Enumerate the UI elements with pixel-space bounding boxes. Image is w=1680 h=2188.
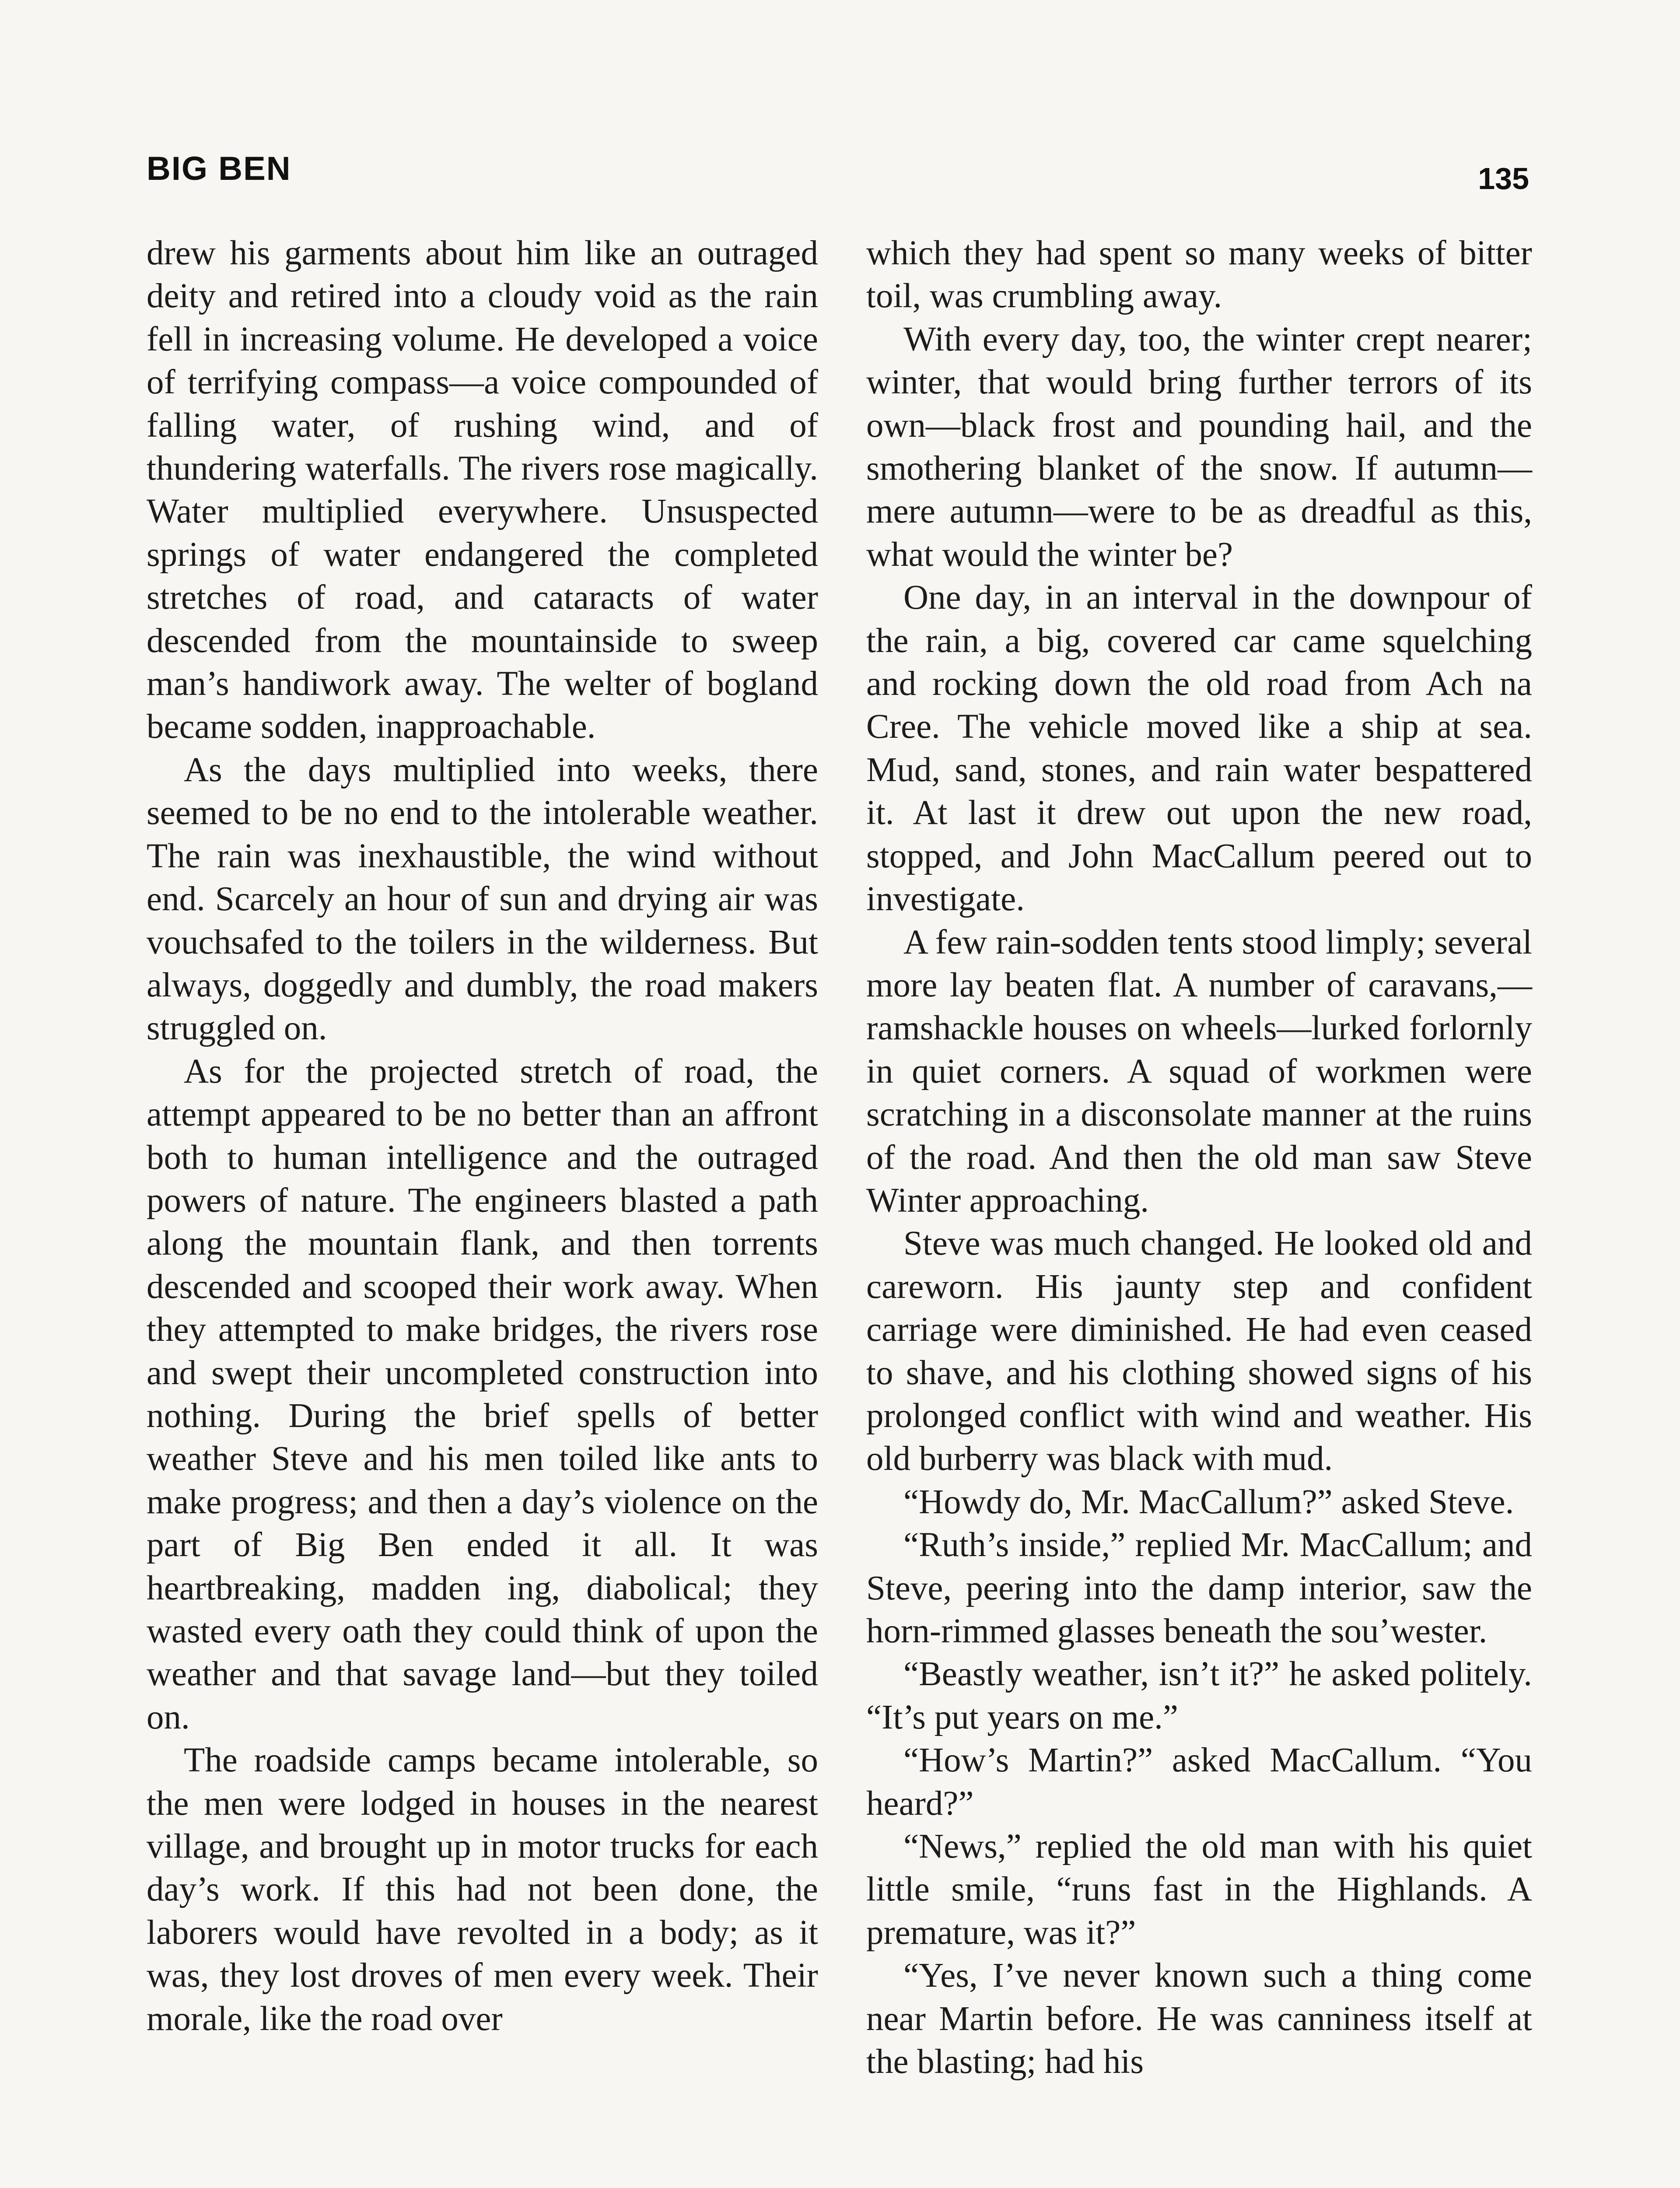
paragraph: “Ruth’s inside,” replied Mr. MacCallum; and Steve, peering into the damp interior, saw the horn-rimmed glasses beneath the sou’wester. xyxy=(866,1526,1532,1650)
paragraph: With every day, too, the winter crept nearer; winter, that would bring further terrors of its own—black frost and pounding hail, and the smothering blanket of the snow. If autumn—mere autumn—were to be as dreadful as this, what would the winter be? xyxy=(866,320,1532,574)
paragraph: “Howdy do, Mr. MacCallum?” asked Steve. xyxy=(903,1483,1514,1521)
paragraph: A few rain-sodden tents stood limply; several more lay beaten flat. A number of caravans,—ramshackle houses on wheels—lurked forlornly in quiet corners. A squad of workmen were scratching in a disconsolate manner at the ruins of the road. And then the old man saw Steve Winter approaching. xyxy=(866,923,1532,1220)
paragraph: “Beastly weather, isn’t it?” he asked politely. “It’s put years on me.” xyxy=(866,1655,1532,1736)
paragraph: “Yes, I’ve never known such a thing come near Martin before. He was canniness itself at the blasting; had his xyxy=(866,1957,1532,2081)
paragraph: As the days multiplied into weeks, there seemed to be no end to the intolerable weather. The rain was inexhaustible, the wind without end. Scarcely an hour of sun and drying air was vouchsafed to the toilers in the wilderness. But always, doggedly and dumbly, the road makers struggled on. xyxy=(147,750,818,1048)
paragraph: “How’s Martin?” asked MacCallum. “You heard?” xyxy=(866,1741,1532,1823)
running-title: BIG BEN xyxy=(147,150,291,187)
paragraph: drew his garments about him like an outraged deity and retired into a cloudy void as the rain fell in increasing volume. He developed a voice of terrifying compass—a voice compounded of falling water, of rushing wind, and of thundering waterfalls. The rivers rose magically. Water multiplied everywhere. Unsuspected springs of water endangered the completed stretches of road, and cataracts of water descended from the mountainside to sweep man’s handiwork away. The welter of bogland became sodden, inapproachable. xyxy=(147,234,818,746)
paragraph: which they had spent so many weeks of bitter toil, was crumbling away. xyxy=(866,234,1532,316)
page-number: 135 xyxy=(1478,161,1529,196)
paragraph: As for the projected stretch of road, the attempt appeared to be no better than an affront both to human intelligence and the outraged powers of nature. The engineers blasted a path along the mountain flank, and then torrents descended and scooped their work away. When they attempted to make bridges, the rivers rose and swept their uncompleted construction into nothing. During the brief spells of better weather Steve and his men toiled like ants to make progress; and then a day’s violence on the part of Big Ben ended it all. It was heartbreaking, madden ing, diabolical; they wasted every oath they could think of upon the weather and that savage land—but they toiled on. xyxy=(147,1052,818,1736)
paragraph: One day, in an interval in the downpour of the rain, a big, covered car came squelching and rocking down the old road from Ach na Cree. The vehicle moved like a ship at sea. Mud, sand, stones, and rain water bespattered it. At last it drew out upon the new road, stopped, and John MacCallum peered out to investigate. xyxy=(866,579,1532,919)
paragraph: The roadside camps became intolerable, so the men were lodged in houses in the nearest village, and brought up in motor trucks for each day’s work. If this had not been done, the laborers would have revolted in a body; as it was, they lost droves of men every week. Their morale, like the road over xyxy=(147,1741,818,2038)
left-column xyxy=(147,232,818,2041)
paragraph: “News,” replied the old man with his quiet little smile, “runs fast in the Highlands. A premature, was it?” xyxy=(866,1827,1532,1952)
paragraph: Steve was much changed. He looked old and careworn. His jaunty step and confident carriage were diminished. He had even ceased to shave, and his clothing showed signs of his prolonged conflict with wind and weather. His old burberry was black with mud. xyxy=(866,1224,1532,1478)
right-column xyxy=(866,232,1532,2083)
